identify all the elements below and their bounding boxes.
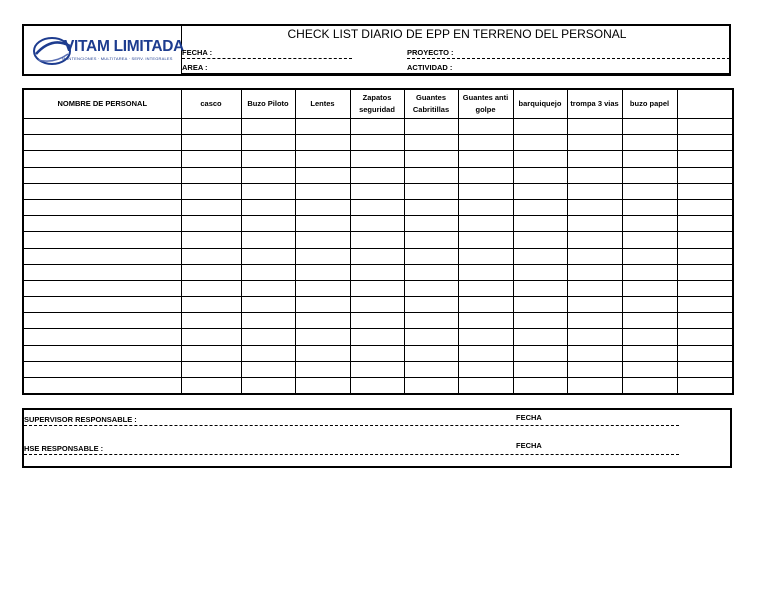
column-header-lentes: Lentes	[295, 89, 350, 119]
check-cell[interactable]	[350, 248, 404, 264]
check-cell[interactable]	[513, 232, 567, 248]
table-row	[23, 151, 733, 167]
check-cell[interactable]	[458, 264, 513, 280]
supervisor-signature-field[interactable]	[24, 425, 679, 426]
check-cell[interactable]	[181, 135, 241, 151]
check-cell[interactable]	[513, 264, 567, 280]
column-header-nombre: NOMBRE DE PERSONAL	[23, 89, 181, 119]
check-cell[interactable]	[295, 264, 350, 280]
check-cell[interactable]	[404, 280, 458, 296]
check-cell[interactable]	[404, 167, 458, 183]
check-cell[interactable]	[404, 199, 458, 215]
check-cell[interactable]	[622, 151, 677, 167]
check-cell[interactable]	[241, 135, 295, 151]
check-cell[interactable]	[350, 264, 404, 280]
check-cell[interactable]	[181, 216, 241, 232]
check-cell[interactable]	[295, 313, 350, 329]
check-cell[interactable]	[295, 345, 350, 361]
check-cell[interactable]	[350, 280, 404, 296]
check-cell[interactable]	[181, 280, 241, 296]
proyecto-field[interactable]	[407, 58, 730, 59]
check-cell[interactable]	[513, 345, 567, 361]
nombre-cell[interactable]	[23, 183, 181, 199]
check-cell[interactable]	[181, 313, 241, 329]
table-row	[23, 135, 733, 151]
check-cell[interactable]	[350, 199, 404, 215]
check-cell[interactable]	[404, 361, 458, 377]
check-cell[interactable]	[677, 248, 733, 264]
check-cell[interactable]	[622, 119, 677, 135]
check-cell[interactable]	[241, 329, 295, 345]
check-cell[interactable]	[622, 329, 677, 345]
check-cell[interactable]	[404, 183, 458, 199]
check-cell[interactable]	[350, 151, 404, 167]
check-cell[interactable]	[350, 119, 404, 135]
check-cell[interactable]	[567, 378, 622, 395]
check-cell[interactable]	[513, 313, 567, 329]
check-cell[interactable]	[622, 167, 677, 183]
check-cell[interactable]	[295, 378, 350, 395]
check-cell[interactable]	[677, 119, 733, 135]
check-cell[interactable]	[404, 135, 458, 151]
check-cell[interactable]	[181, 167, 241, 183]
check-cell[interactable]	[458, 119, 513, 135]
table-row	[23, 345, 733, 361]
check-cell[interactable]	[295, 216, 350, 232]
check-cell[interactable]	[404, 329, 458, 345]
nombre-cell[interactable]	[23, 119, 181, 135]
check-cell[interactable]	[677, 151, 733, 167]
check-cell[interactable]	[241, 119, 295, 135]
check-cell[interactable]	[404, 119, 458, 135]
check-cell[interactable]	[513, 329, 567, 345]
check-cell[interactable]	[350, 361, 404, 377]
check-cell[interactable]	[513, 216, 567, 232]
check-cell[interactable]	[567, 119, 622, 135]
check-cell[interactable]	[295, 135, 350, 151]
check-cell[interactable]	[677, 313, 733, 329]
hse-label: HSE RESPONSABLE :	[24, 444, 104, 453]
check-cell[interactable]	[295, 151, 350, 167]
supervisor-fecha-label: FECHA	[516, 413, 542, 422]
check-cell[interactable]	[181, 361, 241, 377]
check-cell[interactable]	[513, 378, 567, 395]
fecha-label: FECHA :	[182, 48, 213, 57]
check-cell[interactable]	[404, 297, 458, 313]
check-cell[interactable]	[295, 361, 350, 377]
check-cell[interactable]	[404, 216, 458, 232]
check-cell[interactable]	[458, 167, 513, 183]
check-cell[interactable]	[567, 167, 622, 183]
check-cell[interactable]	[241, 199, 295, 215]
check-cell[interactable]	[181, 345, 241, 361]
nombre-cell[interactable]	[23, 232, 181, 248]
check-cell[interactable]	[677, 378, 733, 395]
check-cell[interactable]	[458, 199, 513, 215]
check-cell[interactable]	[350, 313, 404, 329]
check-cell[interactable]	[295, 119, 350, 135]
check-cell[interactable]	[622, 183, 677, 199]
check-cell[interactable]	[350, 232, 404, 248]
check-cell[interactable]	[241, 151, 295, 167]
check-cell[interactable]	[458, 297, 513, 313]
check-cell[interactable]	[622, 280, 677, 296]
check-cell[interactable]	[404, 313, 458, 329]
table-row	[23, 378, 733, 395]
table-body	[23, 119, 733, 395]
check-cell[interactable]	[567, 135, 622, 151]
check-cell[interactable]	[567, 313, 622, 329]
check-cell[interactable]	[513, 199, 567, 215]
check-cell[interactable]	[241, 264, 295, 280]
check-cell[interactable]	[181, 119, 241, 135]
check-cell[interactable]	[513, 135, 567, 151]
check-cell[interactable]	[241, 297, 295, 313]
supervisor-label: SUPERVISOR RESPONSABLE :	[24, 415, 137, 424]
check-cell[interactable]	[295, 248, 350, 264]
check-cell[interactable]	[241, 232, 295, 248]
check-cell[interactable]	[567, 216, 622, 232]
table-row	[23, 216, 733, 232]
check-cell[interactable]	[350, 183, 404, 199]
check-cell[interactable]	[677, 264, 733, 280]
table-row	[23, 167, 733, 183]
check-cell[interactable]	[567, 297, 622, 313]
table-row	[23, 280, 733, 296]
column-header-guantes-anti-golpe: Guantes anti golpe	[458, 89, 513, 119]
table-row	[23, 232, 733, 248]
check-cell[interactable]	[567, 199, 622, 215]
check-cell[interactable]	[404, 264, 458, 280]
check-cell[interactable]	[181, 264, 241, 280]
check-cell[interactable]	[622, 232, 677, 248]
check-cell[interactable]	[458, 151, 513, 167]
column-header-blank	[677, 89, 733, 119]
check-cell[interactable]	[513, 297, 567, 313]
check-cell[interactable]	[622, 248, 677, 264]
check-cell[interactable]	[458, 329, 513, 345]
check-cell[interactable]	[404, 232, 458, 248]
signature-footer	[22, 408, 732, 468]
check-cell[interactable]	[677, 280, 733, 296]
check-cell[interactable]	[350, 378, 404, 395]
column-header-zapatos-seguridad: Zapatos seguridad	[350, 89, 404, 119]
check-cell[interactable]	[513, 361, 567, 377]
check-cell[interactable]	[567, 280, 622, 296]
hse-fecha-label: FECHA	[516, 441, 542, 450]
check-cell[interactable]	[241, 313, 295, 329]
table-row	[23, 361, 733, 377]
proyecto-label: PROYECTO :	[407, 48, 454, 57]
document-header	[22, 24, 731, 76]
check-cell[interactable]	[350, 329, 404, 345]
check-cell[interactable]	[181, 248, 241, 264]
check-cell[interactable]	[241, 167, 295, 183]
check-cell[interactable]	[622, 361, 677, 377]
check-cell[interactable]	[241, 216, 295, 232]
table-row	[23, 313, 733, 329]
check-cell[interactable]	[404, 345, 458, 361]
check-cell[interactable]	[567, 232, 622, 248]
check-cell[interactable]	[567, 329, 622, 345]
logo	[24, 26, 185, 74]
check-cell[interactable]	[458, 248, 513, 264]
column-header-buzo-papel: buzo papel	[622, 89, 677, 119]
check-cell[interactable]	[181, 378, 241, 395]
check-cell[interactable]	[181, 297, 241, 313]
check-cell[interactable]	[458, 378, 513, 395]
check-cell[interactable]	[404, 378, 458, 395]
check-cell[interactable]	[513, 183, 567, 199]
check-cell[interactable]	[295, 232, 350, 248]
check-cell[interactable]	[622, 345, 677, 361]
check-cell[interactable]	[181, 329, 241, 345]
check-cell[interactable]	[295, 199, 350, 215]
table-row	[23, 199, 733, 215]
check-cell[interactable]	[513, 151, 567, 167]
table-row	[23, 329, 733, 345]
check-cell[interactable]	[567, 361, 622, 377]
check-cell[interactable]	[295, 280, 350, 296]
check-cell[interactable]	[622, 135, 677, 151]
table-row	[23, 119, 733, 135]
nombre-cell[interactable]	[23, 280, 181, 296]
check-cell[interactable]	[181, 151, 241, 167]
column-header-guantes-cabritillas: Guantes Cabritillas	[404, 89, 458, 119]
check-cell[interactable]	[241, 361, 295, 377]
check-cell[interactable]	[567, 264, 622, 280]
check-cell[interactable]	[513, 119, 567, 135]
check-cell[interactable]	[295, 167, 350, 183]
check-cell[interactable]	[241, 345, 295, 361]
check-cell[interactable]	[350, 167, 404, 183]
check-cell[interactable]	[622, 313, 677, 329]
nombre-cell[interactable]	[23, 378, 181, 395]
check-cell[interactable]	[181, 199, 241, 215]
check-cell[interactable]	[295, 297, 350, 313]
nombre-cell[interactable]	[23, 329, 181, 345]
check-cell[interactable]	[458, 232, 513, 248]
check-cell[interactable]	[677, 329, 733, 345]
check-cell[interactable]	[181, 183, 241, 199]
check-cell[interactable]	[513, 248, 567, 264]
epp-checklist-table	[22, 88, 734, 395]
nombre-cell[interactable]	[23, 345, 181, 361]
table-row	[23, 248, 733, 264]
check-cell[interactable]	[241, 280, 295, 296]
check-cell[interactable]	[677, 361, 733, 377]
actividad-label: ACTIVIDAD :	[407, 63, 453, 72]
fecha-field[interactable]	[182, 58, 352, 59]
check-cell[interactable]	[677, 183, 733, 199]
table-header-row	[23, 89, 733, 119]
check-cell[interactable]	[404, 248, 458, 264]
page-title: CHECK LIST DIARIO DE EPP EN TERRENO DEL PERSONAL	[287, 27, 627, 41]
nombre-cell[interactable]	[23, 151, 181, 167]
table-row	[23, 183, 733, 199]
nombre-cell[interactable]	[23, 167, 181, 183]
check-cell[interactable]	[350, 216, 404, 232]
check-cell[interactable]	[241, 183, 295, 199]
check-cell[interactable]	[622, 297, 677, 313]
check-cell[interactable]	[677, 199, 733, 215]
check-cell[interactable]	[241, 248, 295, 264]
check-cell[interactable]	[677, 135, 733, 151]
check-cell[interactable]	[677, 232, 733, 248]
check-cell[interactable]	[677, 345, 733, 361]
nombre-cell[interactable]	[23, 199, 181, 215]
check-cell[interactable]	[350, 345, 404, 361]
table-row	[23, 297, 733, 313]
check-cell[interactable]	[458, 345, 513, 361]
column-header-trompa-3-vias: trompa 3 vias	[567, 89, 622, 119]
check-cell[interactable]	[567, 248, 622, 264]
check-cell[interactable]	[458, 280, 513, 296]
table-row	[23, 264, 733, 280]
check-cell[interactable]	[677, 297, 733, 313]
logo-tagline: MANTENCIONES · MULTITAREA · SERV. INTEGRALES	[62, 56, 173, 61]
check-cell[interactable]	[458, 313, 513, 329]
check-cell[interactable]	[458, 361, 513, 377]
check-cell[interactable]	[295, 329, 350, 345]
area-field[interactable]	[182, 73, 352, 74]
check-cell[interactable]	[622, 216, 677, 232]
check-cell[interactable]	[350, 135, 404, 151]
logo-text: VITAM LIMITADA	[64, 38, 185, 55]
area-label: AREA :	[182, 63, 208, 72]
check-cell[interactable]	[350, 297, 404, 313]
nombre-cell[interactable]	[23, 264, 181, 280]
check-cell[interactable]	[622, 378, 677, 395]
nombre-cell[interactable]	[23, 248, 181, 264]
check-cell[interactable]	[567, 183, 622, 199]
actividad-field[interactable]	[407, 73, 730, 74]
nombre-cell[interactable]	[23, 361, 181, 377]
check-cell[interactable]	[295, 183, 350, 199]
check-cell[interactable]	[677, 167, 733, 183]
check-cell[interactable]	[677, 216, 733, 232]
nombre-cell[interactable]	[23, 216, 181, 232]
check-cell[interactable]	[513, 167, 567, 183]
check-cell[interactable]	[458, 135, 513, 151]
check-cell[interactable]	[622, 199, 677, 215]
check-cell[interactable]	[458, 216, 513, 232]
nombre-cell[interactable]	[23, 313, 181, 329]
check-cell[interactable]	[404, 151, 458, 167]
nombre-cell[interactable]	[23, 135, 181, 151]
column-header-casco: casco	[181, 89, 241, 119]
check-cell[interactable]	[622, 264, 677, 280]
hse-signature-field[interactable]	[24, 454, 679, 455]
column-header-buzo-piloto: Buzo Piloto	[241, 89, 295, 119]
check-cell[interactable]	[513, 280, 567, 296]
check-cell[interactable]	[181, 232, 241, 248]
check-cell[interactable]	[567, 151, 622, 167]
nombre-cell[interactable]	[23, 297, 181, 313]
check-cell[interactable]	[458, 183, 513, 199]
check-cell[interactable]	[241, 378, 295, 395]
check-cell[interactable]	[567, 345, 622, 361]
column-header-barquiquejo: barquiquejo	[513, 89, 567, 119]
